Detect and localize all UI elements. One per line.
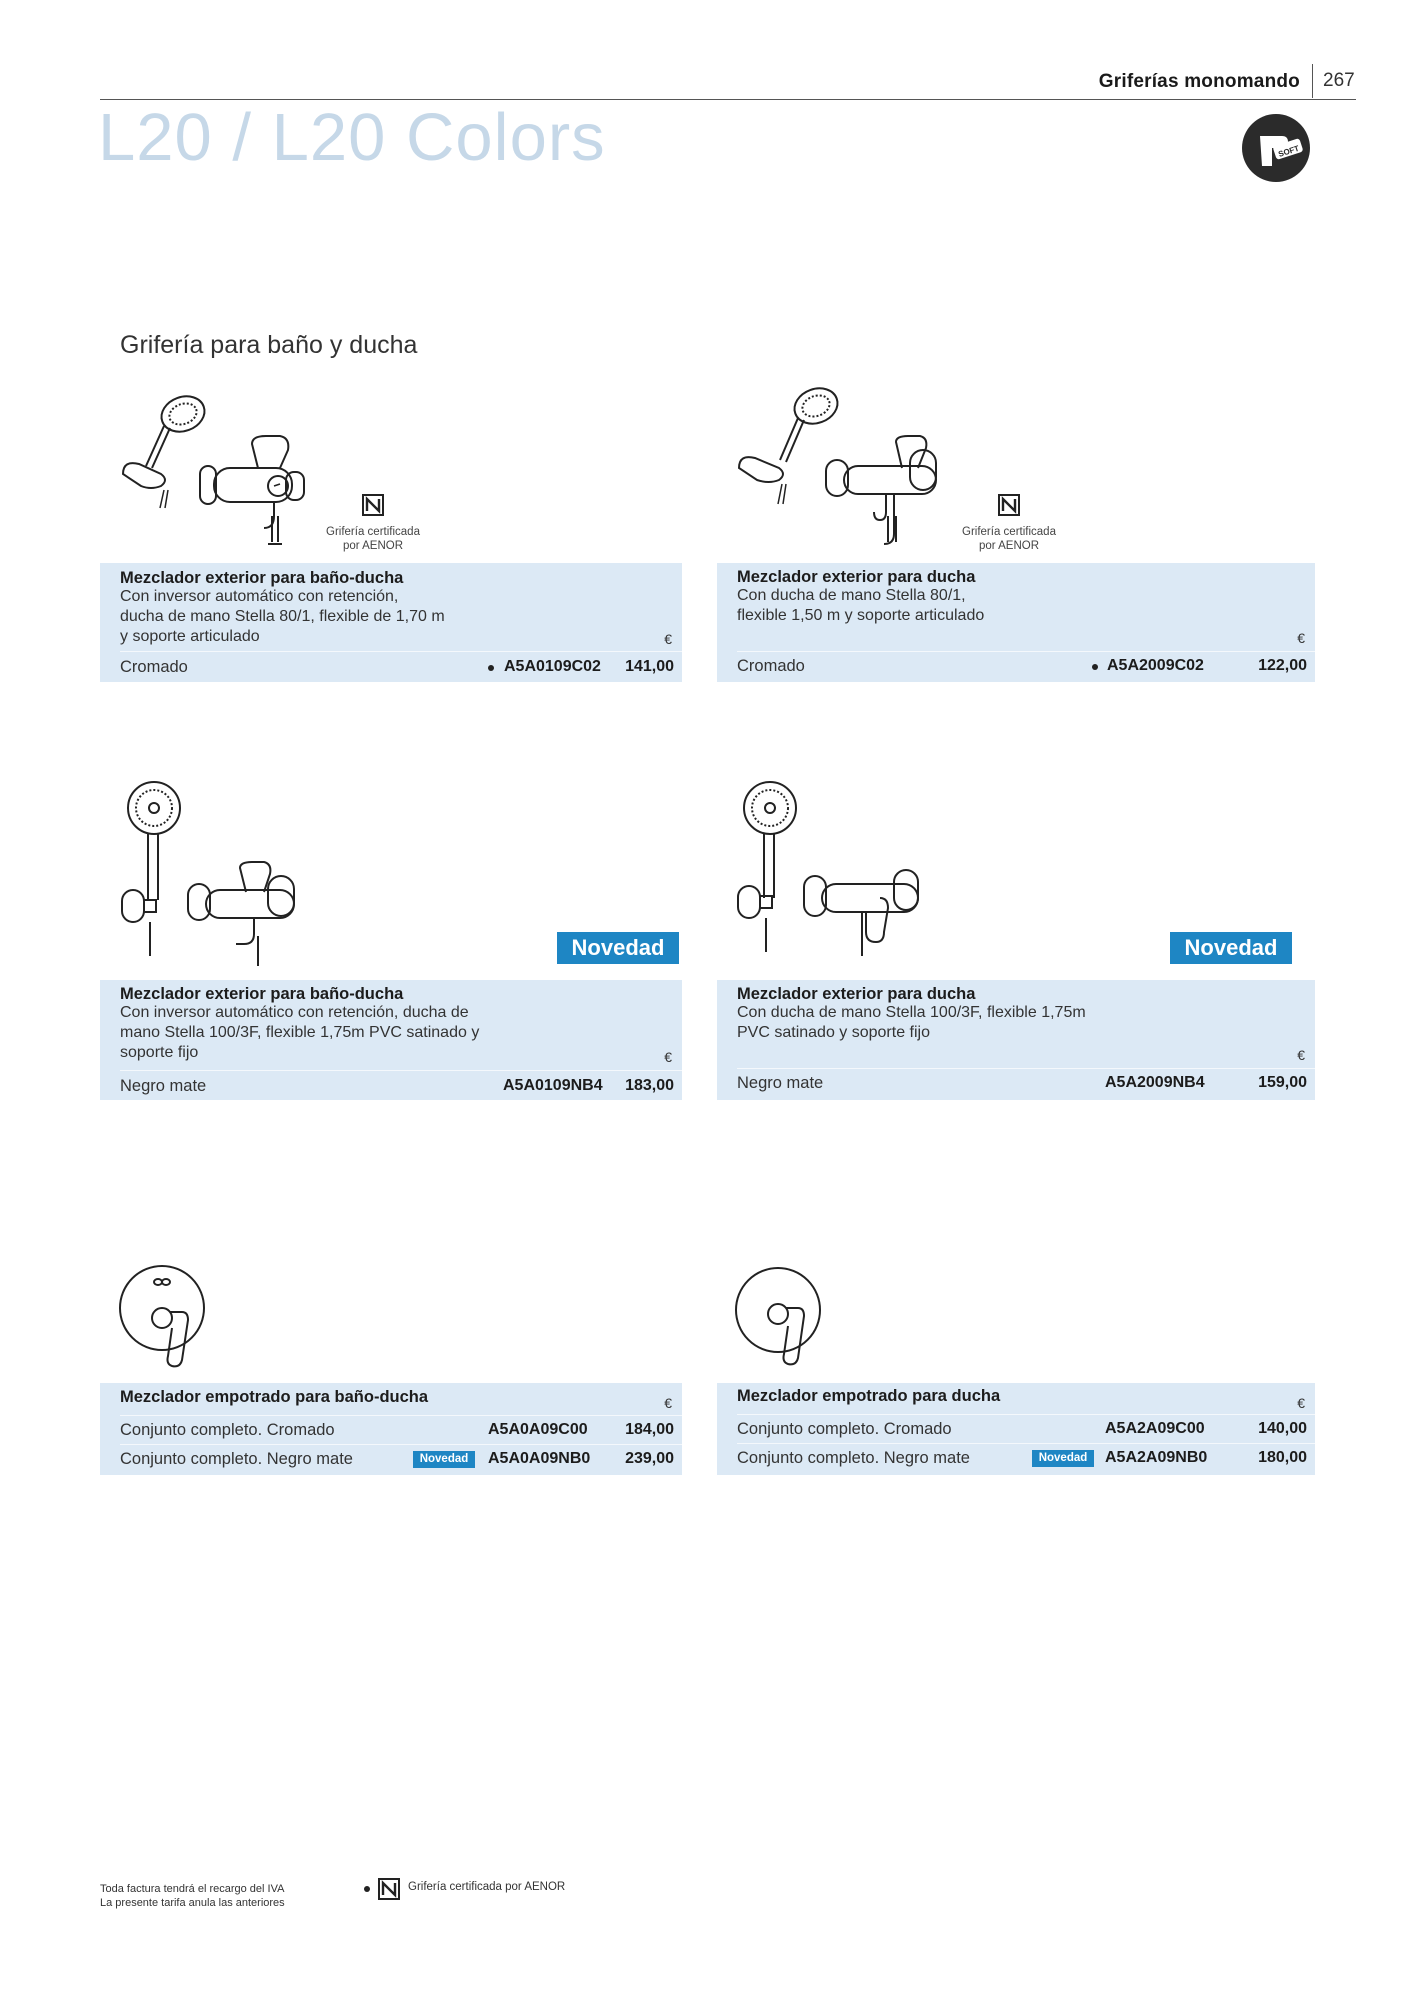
product-2-desc-line: flexible 1,50 m y soporte articulado [737, 607, 985, 624]
product-3-illustration [118, 776, 308, 972]
section-title: Grifería para baño y ducha [120, 331, 418, 359]
product-2-code: A5A2009C02 [1107, 657, 1204, 674]
product-5-rule [120, 1444, 682, 1445]
product-1-aenor [318, 494, 428, 553]
product-2-aenor-dot [1092, 664, 1098, 670]
product-5-row-1-code: A5A0A09C00 [488, 1421, 588, 1438]
aenor-label-line2: por AENOR [978, 540, 1040, 552]
product-5-panel [100, 1383, 682, 1475]
product-3-rule [120, 1070, 682, 1071]
product-5-illustration [118, 1262, 210, 1370]
product-1-desc-line: y soporte articulado [120, 628, 260, 645]
product-5-row-1-finish: Conjunto completo. Cromado [120, 1421, 335, 1439]
product-3-desc-line: mano Stella 100/3F, flexible 1,75m PVC satinado y [120, 1024, 480, 1041]
product-3-finish: Negro mate [120, 1077, 207, 1095]
aenor-n-icon [362, 494, 384, 516]
product-6-row-2-code: A5A2A09NB0 [1105, 1449, 1208, 1466]
product-5-row-2-price: 239,00 [625, 1450, 674, 1467]
soft-logo-text: SOFT [1277, 143, 1301, 159]
product-1-price: 141,00 [625, 658, 674, 675]
product-2-price: 122,00 [1258, 657, 1307, 674]
product-3-panel [100, 980, 682, 1100]
product-2-finish: Cromado [737, 657, 805, 675]
product-4-illustration [734, 774, 934, 970]
soft-logo-icon [1240, 112, 1312, 184]
header-separator [1312, 64, 1313, 98]
product-4-finish: Negro mate [737, 1074, 824, 1092]
product-1-title: Mezclador exterior para baño-ducha [120, 569, 404, 587]
product-3-currency: € [664, 1049, 672, 1065]
product-4-panel [717, 980, 1315, 1100]
product-3-code: A5A0109NB4 [503, 1077, 603, 1094]
product-3-desc-line: Con inversor automático con retención, ducha de [120, 1004, 469, 1021]
product-6-panel [717, 1383, 1315, 1475]
header-section-title: Griferías monomando [1098, 71, 1300, 92]
product-2-desc-line: Con ducha de mano Stella 80/1, [737, 587, 966, 604]
footer-legend-text: Grifería certificada por AENOR [408, 1881, 566, 1893]
product-1-desc-line: ducha de mano Stella 80/1, flexible de 1,70 m [120, 608, 445, 625]
product-3-title: Mezclador exterior para baño-ducha [120, 985, 404, 1003]
product-2-currency: € [1297, 630, 1305, 646]
aenor-label-line1: Grifería certificada [326, 526, 420, 538]
product-2-title: Mezclador exterior para ducha [737, 568, 976, 586]
page-number: 267 [1323, 70, 1355, 91]
product-6-row-1-code: A5A2A09C00 [1105, 1420, 1205, 1437]
product-5-title: Mezclador empotrado para baño-ducha [120, 1388, 429, 1406]
product-5-row-2-code: A5A0A09NB0 [488, 1450, 591, 1467]
product-4-title: Mezclador exterior para ducha [737, 985, 976, 1003]
product-1-panel [100, 563, 682, 682]
product-1-description [120, 587, 520, 647]
product-6-row-1-price: 140,00 [1258, 1420, 1307, 1437]
product-6-rule [737, 1414, 1315, 1415]
product-1-desc-line: Con inversor automático con retención, [120, 588, 399, 605]
footer-note-line1: Toda factura tendrá el recargo del IVA [100, 1883, 285, 1895]
product-5-row-2-novedad-badge: Novedad [413, 1451, 475, 1468]
product-6-row-2-price: 180,00 [1258, 1449, 1307, 1466]
footer-note-line2: La presente tarifa anula las anteriores [100, 1897, 285, 1909]
aenor-n-icon [998, 494, 1020, 516]
aenor-label-line1: Grifería certificada [962, 526, 1056, 538]
product-5-rule [120, 1415, 682, 1416]
product-2-illustration [734, 376, 964, 556]
product-6-currency: € [1297, 1395, 1305, 1411]
product-2-aenor [954, 494, 1064, 553]
product-1-illustration [118, 386, 318, 556]
product-6-title: Mezclador empotrado para ducha [737, 1387, 1001, 1405]
product-4-price: 159,00 [1258, 1074, 1307, 1091]
product-5-row-1-price: 184,00 [625, 1421, 674, 1438]
product-1-finish: Cromado [120, 658, 188, 676]
product-3-novedad-badge: Novedad [555, 930, 681, 966]
product-6-rule [737, 1443, 1315, 1444]
product-6-row-2-novedad-badge: Novedad [1032, 1450, 1094, 1467]
product-3-desc-line: soporte fijo [120, 1044, 199, 1061]
product-4-currency: € [1297, 1047, 1305, 1063]
footer-aenor-n-icon [378, 1878, 400, 1900]
product-4-novedad-badge: Novedad [1168, 930, 1294, 966]
product-1-aenor-dot [488, 665, 494, 671]
footer-legend-dot [364, 1886, 370, 1892]
product-2-description [737, 586, 1137, 626]
product-2-panel [717, 563, 1315, 682]
product-6-illustration [734, 1264, 826, 1372]
product-3-price: 183,00 [625, 1077, 674, 1094]
product-1-rule [120, 651, 682, 652]
product-2-rule [737, 651, 1315, 652]
footer-note [100, 1882, 285, 1910]
product-6-row-2-finish: Conjunto completo. Negro mate [737, 1449, 970, 1467]
aenor-label-line2: por AENOR [342, 540, 404, 552]
product-4-description [737, 1003, 1157, 1043]
product-5-row-2-finish: Conjunto completo. Negro mate [120, 1450, 353, 1468]
product-4-desc-line: PVC satinado y soporte fijo [737, 1024, 930, 1041]
product-5-currency: € [664, 1395, 672, 1411]
product-1-code: A5A0109C02 [504, 658, 601, 675]
series-title: L20 / L20 Colors [98, 100, 606, 175]
product-4-code: A5A2009NB4 [1105, 1074, 1205, 1091]
product-3-description [120, 1003, 540, 1063]
product-4-rule [737, 1068, 1315, 1069]
product-1-currency: € [664, 631, 672, 647]
product-6-row-1-finish: Conjunto completo. Cromado [737, 1420, 952, 1438]
product-4-desc-line: Con ducha de mano Stella 100/3F, flexible 1,75m [737, 1004, 1086, 1021]
